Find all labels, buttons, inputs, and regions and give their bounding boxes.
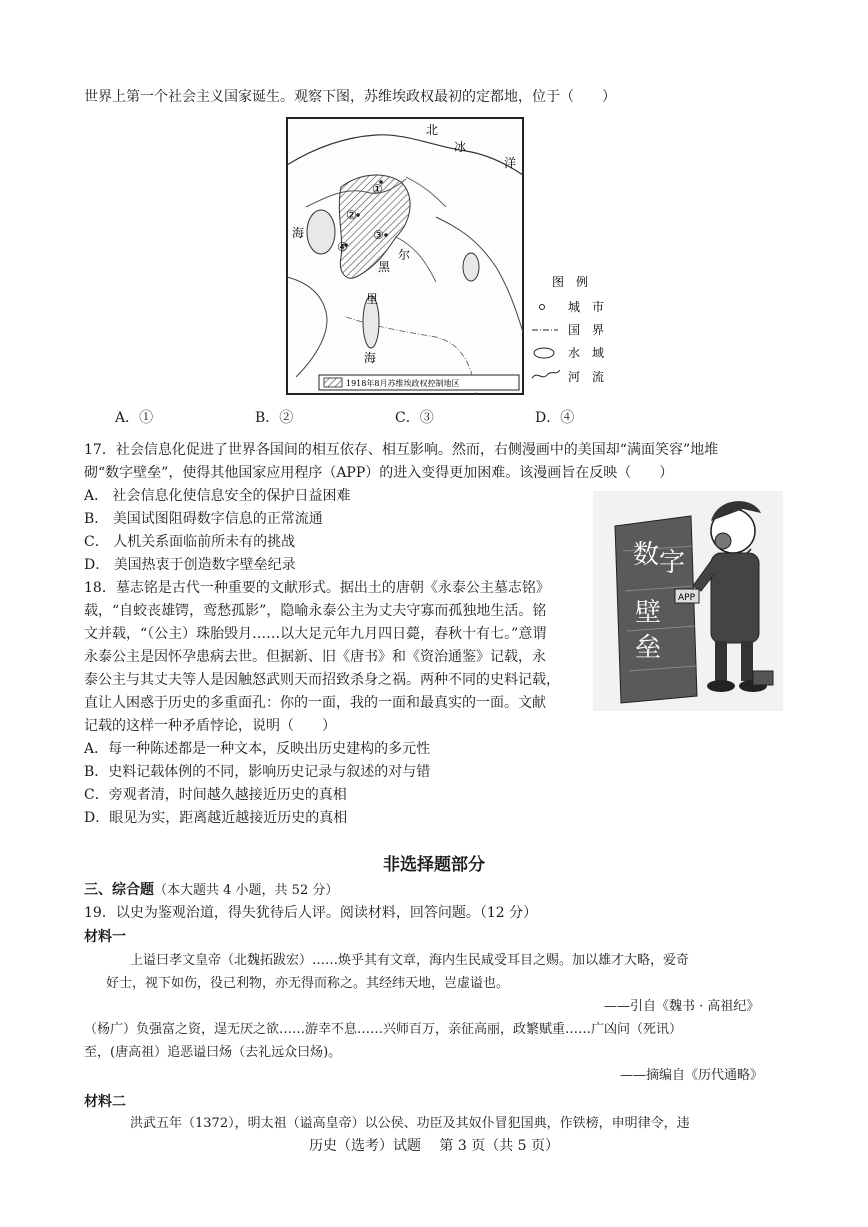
material2-label: 材料二: [84, 1094, 126, 1110]
map-label-er: 尔: [398, 248, 411, 262]
m1b-source: ——摘编自《历代通略》: [620, 1068, 764, 1083]
map-label-ocean: 洋: [504, 156, 517, 170]
q18-option-c: C．旁观者清，时间越久越接近历史的真相: [84, 787, 347, 803]
map-marker-4: ④: [337, 240, 348, 254]
q18-option-d: D．眼见为实，距离越近越接近历史的真相: [84, 810, 348, 826]
legend-city: 城 市: [568, 300, 605, 314]
q16-stem: 世界上第一个社会主义国家诞生。观察下图，苏维埃政权最初的定都地，位于（ ）: [84, 89, 616, 105]
section-title: 非选择题部分: [383, 855, 485, 875]
map-marker-3: ③: [373, 228, 384, 242]
q18-option-a: A．每一种陈述都是一种文本，反映出历史建构的多元性: [84, 741, 431, 757]
m1-line1: 上谥曰孝文皇帝（北魏拓跋宏）……焕乎其有文章，海内生民咸受耳目之赐。加以雄才大略，爱奇: [130, 953, 690, 968]
section-heading-note: （本大题共 4 小题，共 52 分）: [154, 883, 339, 898]
q17-line2: 砌“数字壁垒”，使得其他国家应用程序（APP）的进入变得更加困难。该漫画旨在反映（ ）: [84, 465, 674, 481]
q17-line1: 17．社会信息化促进了世界各国间的相互依存、相互影响。然而，右侧漫画中的美国却“满面笑容”地堆: [84, 442, 719, 458]
map-label-black: 黑: [378, 260, 391, 274]
legend-river: 河 流: [568, 370, 605, 384]
q16-option-c: C．③: [395, 410, 434, 426]
q18-line1: 18．墓志铭是古代一种重要的文献形式。据出土的唐朝《永泰公主墓志铭》: [84, 580, 550, 596]
m1b-line2: 至，(唐高祖）追恶谥曰炀（去礼远众曰炀)。: [84, 1045, 342, 1060]
map-caption: 1918年8月苏维埃政权控制地区: [346, 379, 460, 388]
soviet-map: [286, 117, 524, 395]
q18-line5: 泰公主与其丈夫等人是因触怒武则天而招致杀身之祸。两种不同的史料记载，: [84, 672, 560, 688]
wall-char-2: 字: [659, 548, 686, 578]
q18-line4: 永泰公主是因怀孕患病去世。但据新、旧《唐书》和《资治通鉴》记载，永: [84, 649, 546, 665]
digital-wall-cartoon: [593, 491, 783, 711]
map-marker-2: ②: [346, 208, 357, 222]
legend-water: 水 域: [568, 346, 605, 360]
page-footer: 历史（选考）试题 第 3 页（共 5 页）: [308, 1138, 560, 1154]
wall-char-1: 数: [633, 540, 660, 570]
map-label-ice: 冰: [454, 140, 467, 154]
map-label-north: 北: [426, 123, 439, 137]
map-legend: [528, 270, 628, 395]
map-label-sea-south: 海: [364, 351, 377, 365]
q18-line3: 文并载，“（公主）珠胎毁月……以大足元年九月四日薨，春秋十有七。”意谓: [84, 626, 547, 642]
q17-option-d: D． 美国热衷于创造数字壁垒纪录: [84, 557, 296, 573]
q18-line6: 直让人困惑于历史的多重面孔：你的一面，我的一面和最真实的一面。文献: [84, 695, 546, 711]
legend-border: 国 界: [568, 323, 605, 337]
m1-source: ——引自《魏书 · 高祖纪》: [604, 999, 760, 1014]
q17-option-a: A． 社会信息化使信息安全的保护日益困难: [84, 488, 351, 504]
q18-line7: 记载的这样一种矛盾悖论，说明（ ）: [84, 718, 336, 734]
q16-option-b: B．②: [255, 410, 294, 426]
q19-stem: 19．以史为鉴观治道，得失犹待后人评。阅读材料，回答问题。（12 分）: [84, 905, 538, 921]
q17-option-b: B． 美国试图阻碍数字信息的正常流通: [84, 511, 323, 527]
q16-option-a: A．①: [115, 410, 154, 426]
q16-option-d: D．④: [535, 410, 575, 426]
section-heading: [84, 882, 338, 899]
wall-char-3: 壁: [635, 598, 662, 628]
q17-option-c: C． 人机关系面临前所未有的挑战: [84, 534, 296, 550]
m1b-line1: （杨广）负强富之资，逞无厌之欲……游幸不息……兴师百万，亲征高丽，政繁赋重……广凶问（死讯）: [84, 1022, 683, 1037]
material1-label: 材料一: [84, 929, 126, 945]
map-label-li: 里: [366, 292, 379, 306]
legend-title: 图 例: [552, 275, 589, 289]
map-label-sea-west: 海: [292, 226, 305, 240]
q18-line2: 载，“自蛟丧雄锷，鸾愁孤影”，隐喻永泰公主为丈夫守寡而孤独地生活。铭: [84, 603, 547, 619]
q18-option-b: B．史料记载体例的不同，影响历史记录与叙述的对与错: [84, 764, 431, 780]
section-heading-label: 三、综合题: [84, 882, 154, 898]
m1-line2: 好士，视下如伤，役己利物，亦无得而称之。其经纬天地，岂虚谥也。: [106, 976, 510, 991]
wall-char-4: 垒: [635, 633, 662, 663]
map-marker-1: ①: [372, 182, 383, 196]
app-tag: APP: [678, 593, 696, 603]
m2-line1: 洪武五年（1372），明太祖（谥高皇帝）以公侯、功臣及其奴仆冒犯国典，作铁榜，申明律令，违: [130, 1116, 690, 1131]
